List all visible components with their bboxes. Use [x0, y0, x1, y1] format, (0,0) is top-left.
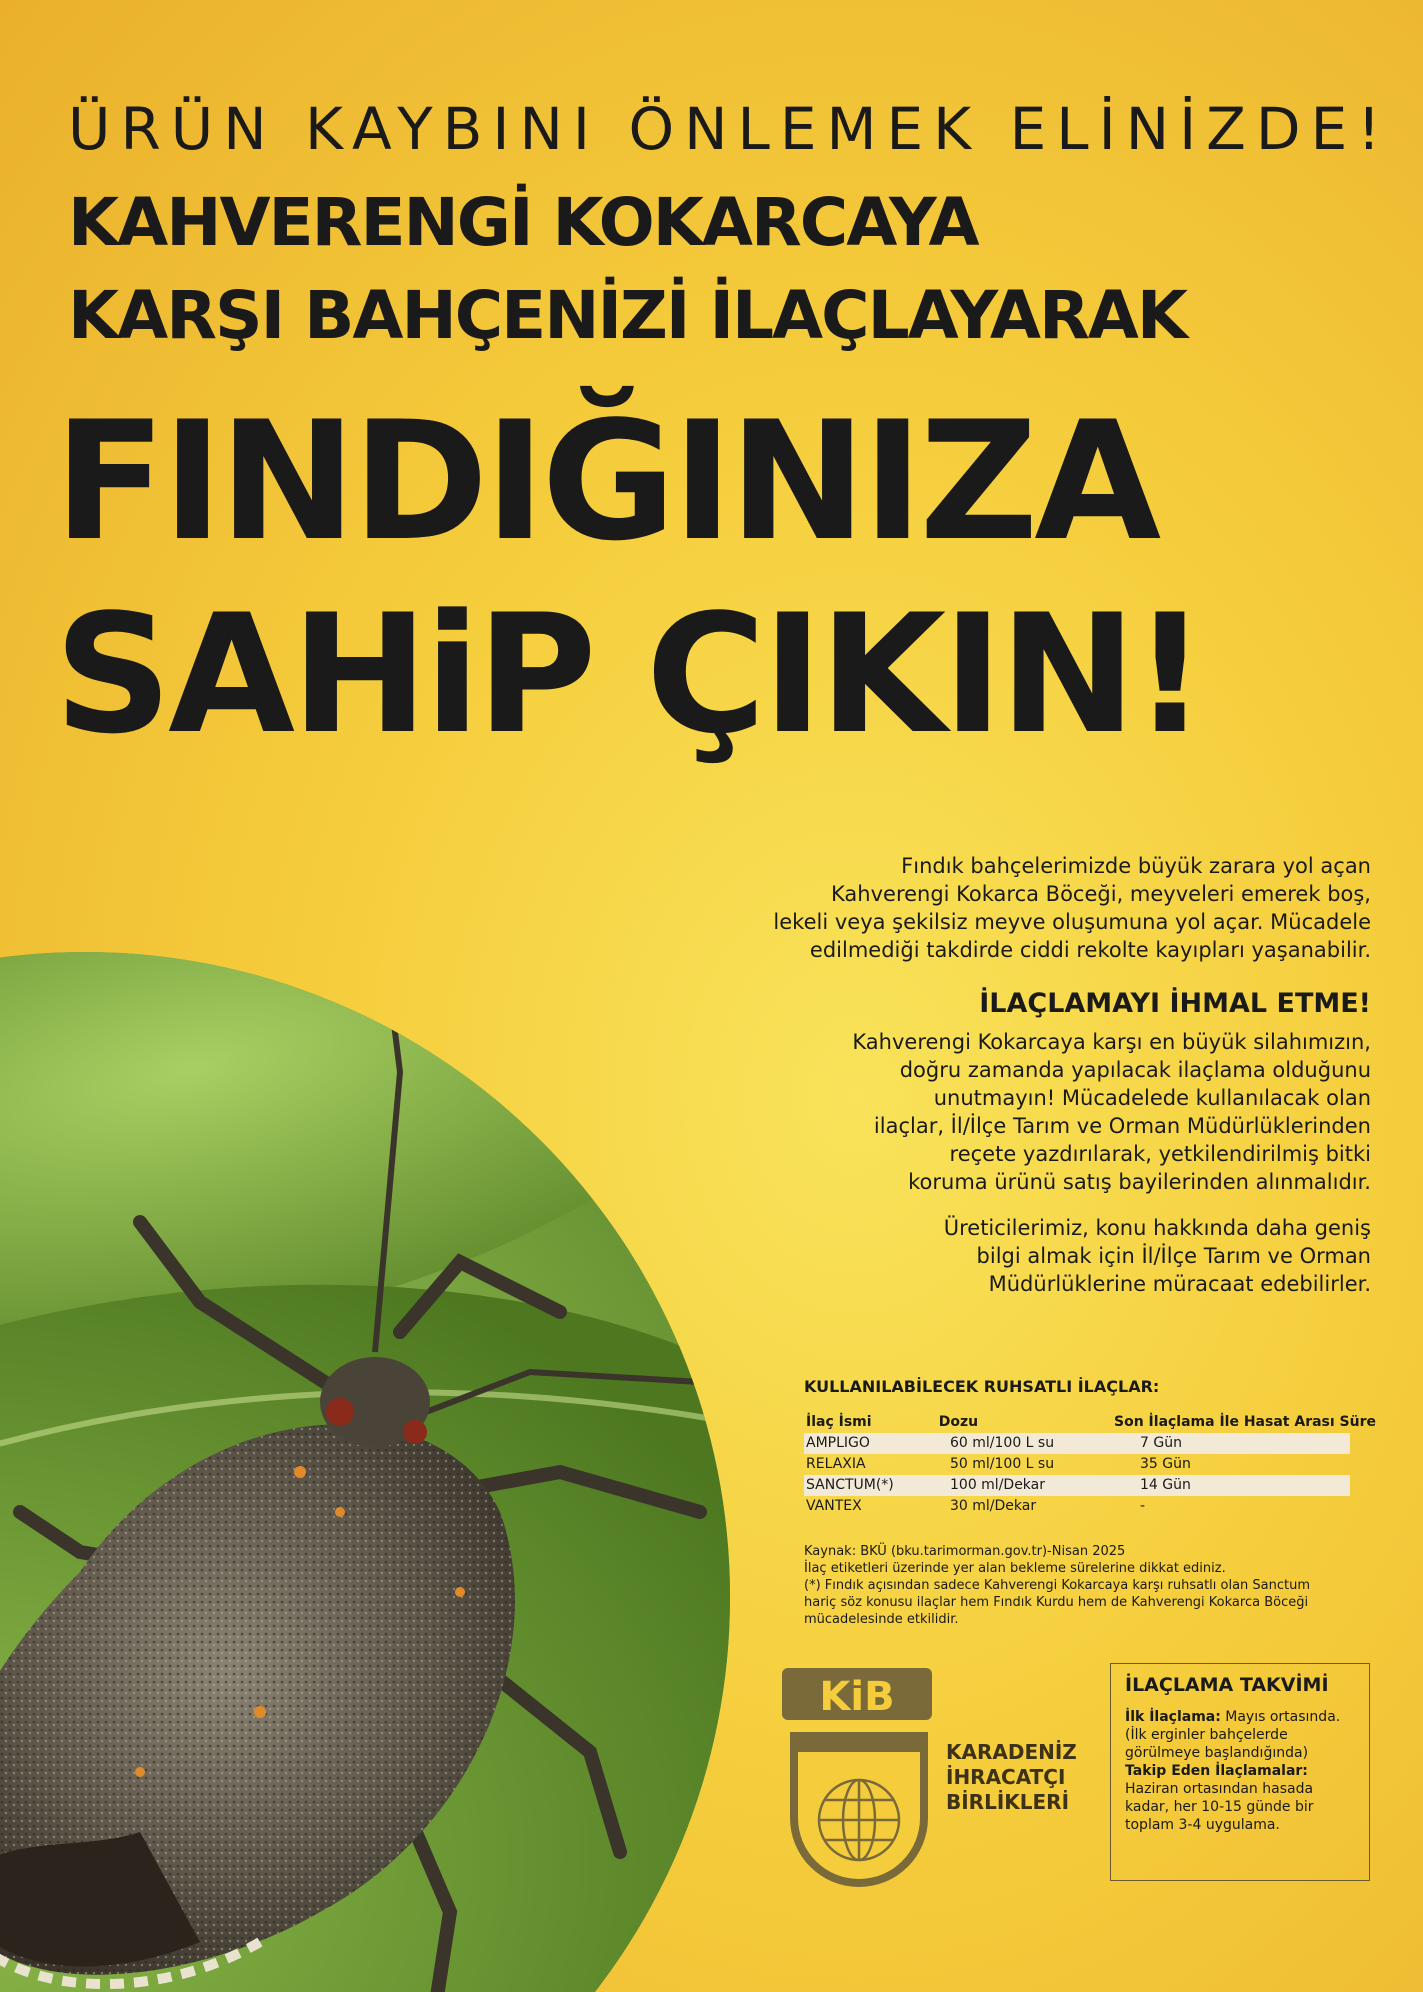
warning-line: koruma ürünü satış bayilerinden alınmalıdır.	[908, 1170, 1371, 1194]
intro-line: Kahverengi Kokarca Böceği, meyveleri emerek boş,	[831, 882, 1371, 906]
table-cell: 30 ml/Dekar	[950, 1498, 1037, 1514]
intro-line: lekeli veya şekilsiz meyve oluşumuna yol açar. Mücadele	[773, 910, 1371, 934]
table-cell: 100 ml/Dekar	[950, 1477, 1046, 1493]
calendar-follow-line: kadar, her 10-15 günde bir	[1125, 1799, 1314, 1815]
calendar-detail-line: (İlk erginler bahçelerde	[1125, 1727, 1288, 1743]
warning-heading: İLAÇLAMAYI İHMAL ETME!	[979, 988, 1371, 1019]
source-notes	[804, 1543, 1364, 1628]
footnote-line: mücadelesinde etkilidir.	[804, 1612, 959, 1627]
intro-paragraph	[731, 852, 1371, 964]
table-cell: 50 ml/100 L su	[950, 1456, 1055, 1472]
headline-big-1: FINDIĞINIZA	[54, 386, 1158, 577]
logo-name	[946, 1740, 1077, 1815]
calendar-detail-line: görülmeye başlandığında)	[1125, 1745, 1309, 1761]
headline-big-2: SAHiP ÇIKIN!	[54, 579, 1204, 770]
calendar-first	[1125, 1708, 1355, 1726]
table-row	[804, 1433, 1350, 1454]
info-line: bilgi almak için İl/İlçe Tarım ve Orman	[976, 1244, 1371, 1268]
stink-bug-photo	[0, 952, 730, 1992]
calendar-follow-label: Takip Eden İlaçlamalar:	[1125, 1763, 1308, 1779]
calendar-follow-line: Haziran ortasından hasada	[1125, 1781, 1314, 1797]
logo-name-line: İHRACATÇI	[946, 1765, 1066, 1789]
headline-line-1: KAHVERENGİ KOKARCAYA	[68, 184, 978, 261]
table-cell: -	[1140, 1498, 1146, 1514]
table-row	[804, 1475, 1350, 1496]
info-paragraph	[731, 1214, 1371, 1298]
footnote-line: hariç söz konusu ilaçlar hem Fındık Kurdu hem de Kahverengi Kokarca Böceği	[804, 1595, 1309, 1610]
logo-name-line: KARADENİZ	[946, 1740, 1077, 1764]
table-cell: 35 Gün	[1140, 1456, 1191, 1472]
warning-line: reçete yazdırılarak, yetkilendirilmiş bitki	[949, 1142, 1371, 1166]
info-line: Üreticilerimiz, konu hakkında daha geniş	[943, 1216, 1371, 1240]
logo-abbr: KiB	[819, 1674, 895, 1720]
kib-logo	[778, 1668, 938, 1902]
table-row	[804, 1454, 1376, 1475]
spraying-calendar	[1110, 1663, 1370, 1881]
source-note: Kaynak: BKÜ (bku.tarimorman.gov.tr)-Nisan 2025	[804, 1544, 1126, 1559]
pesticide-table-title: KULLANILABİLECEK RUHSATLI İLAÇLAR:	[804, 1377, 1160, 1396]
intro-line: edilmediği takdirde ciddi rekolte kayıpları yaşanabilir.	[809, 938, 1371, 962]
headline-line-2: KARŞI BAHÇENİZİ İLAÇLAYARAK	[68, 277, 1186, 354]
table-header: Dozu	[938, 1414, 979, 1430]
table-cell: VANTEX	[806, 1498, 862, 1514]
calendar-first-label: İlk İlaçlama:	[1125, 1709, 1221, 1725]
label-note: İlaç etiketleri üzerinde yer alan bekleme sürelerine dikkat ediniz.	[804, 1561, 1226, 1576]
kib-emblem-icon	[778, 1668, 938, 1898]
warning-paragraph	[731, 1028, 1371, 1196]
table-row	[804, 1496, 1376, 1517]
calendar-title: İLAÇLAMA TAKVİMİ	[1125, 1674, 1329, 1696]
table-cell: AMPLIGO	[806, 1435, 870, 1451]
info-line: Müdürlüklerine müracaat edebilirler.	[988, 1272, 1371, 1296]
logo-name-line: BİRLİKLERİ	[946, 1790, 1070, 1814]
table-header: Son İlaçlama İle Hasat Arası Süre	[1114, 1414, 1376, 1430]
warning-line: doğru zamanda yapılacak ilaçlama olduğunu	[899, 1058, 1371, 1082]
headline-slogan: ÜRÜN KAYBINI ÖNLEMEK ELİNİZDE!	[68, 95, 1391, 163]
table-header-row	[804, 1412, 1376, 1433]
table-cell: 14 Gün	[1140, 1477, 1191, 1493]
table-cell: SANCTUM(*)	[806, 1477, 894, 1493]
table-header: İlaç İsmi	[806, 1414, 872, 1430]
pesticide-table	[804, 1412, 1376, 1517]
stink-bug-illustration	[0, 952, 730, 1992]
warning-line: Kahverengi Kokarcaya karşı en büyük silahımızın,	[852, 1030, 1371, 1054]
footnote-line: (*) Fındık açısından sadece Kahverengi Kokarcaya karşı ruhsatlı olan Sanctum	[804, 1578, 1311, 1593]
warning-line: ilaçlar, İl/İlçe Tarım ve Orman Müdürlüklerinden	[873, 1114, 1371, 1138]
warning-line: unutmayın! Mücadelede kullanılacak olan	[933, 1086, 1371, 1110]
intro-line: Fındık bahçelerimizde büyük zarara yol açan	[901, 854, 1371, 878]
calendar-first-text: Mayıs ortasında.	[1220, 1709, 1341, 1725]
table-cell: 7 Gün	[1140, 1435, 1182, 1451]
table-cell: RELAXIA	[806, 1456, 866, 1472]
calendar-follow-line: toplam 3-4 uygulama.	[1125, 1817, 1280, 1833]
table-cell: 60 ml/100 L su	[950, 1435, 1055, 1451]
